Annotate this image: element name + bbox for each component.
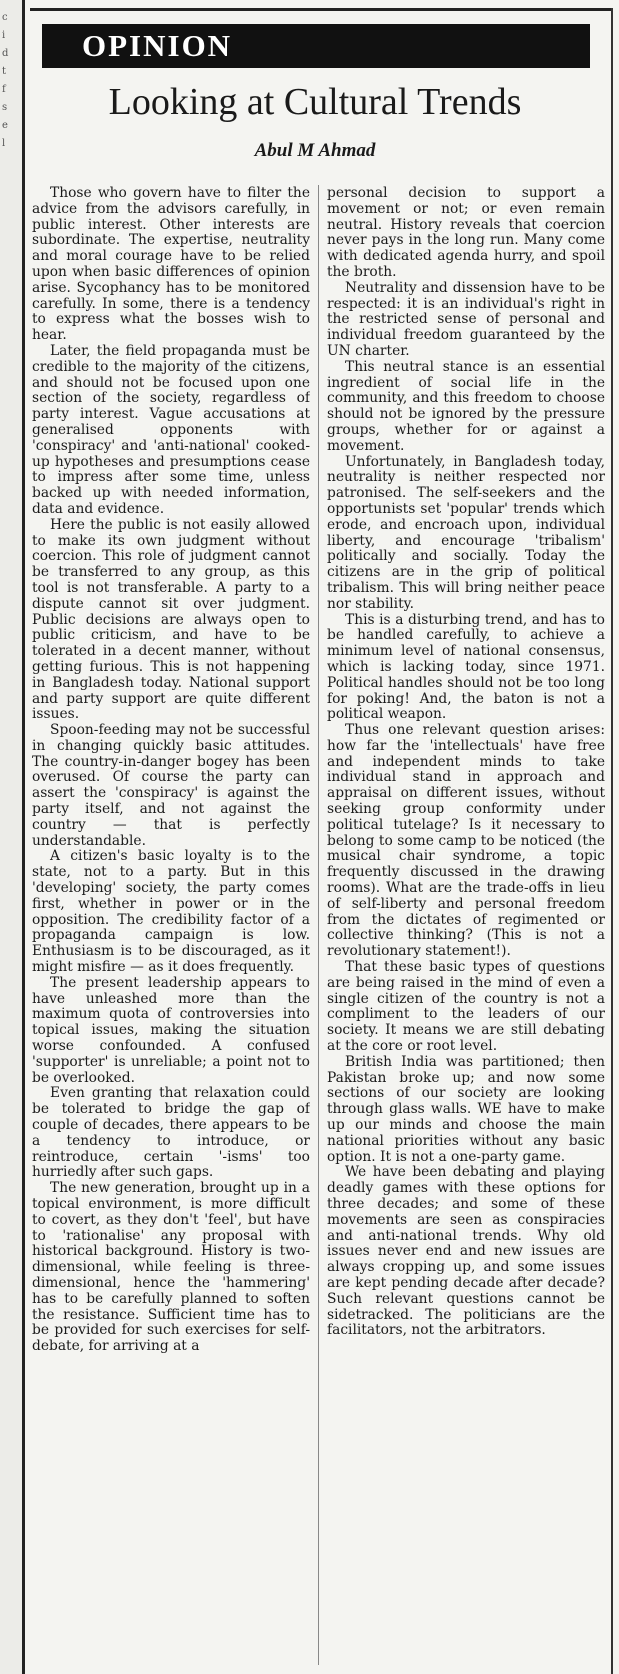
- margin-fragment: e: [2, 120, 8, 131]
- paragraph: Here the public is not easily allowed to make its own judgment without coercion. This role of judgment cannot be transferred to any group, as this tool is not transferable. A party to a dispute cannot sit over judgment. Public decisions are always open to public criticism, and have to be tolerated in a decent manner, without getting furious. This is not happening in Bangladesh today. National support and party support are quite different issues.: [32, 516, 310, 723]
- section-banner: [42, 24, 590, 68]
- paragraph: This is a disturbing trend, and has to be handled carefully, to achieve a minimum level of national consensus, which is lacking today, since 1971. Political handles should not be too long for poking! And, the baton is not a political weapon.: [327, 611, 605, 723]
- paragraph: Thus one relevant question arises: how far the 'intellectuals' have free and independent minds to take individual stand in approach and appraisal on different issues, without seeking group conformity under political tutelage? Is it necessary to belong to some camp to be noticed (the musical chair syndrome, a topic frequently discussed in the drawing rooms). What are the trade-offs in lieu of self-liberty and personal freedom from the dictates of regimented or collective thinking? (This is not a revolutionary statement!).: [327, 722, 605, 960]
- margin-fragment: s: [2, 102, 8, 113]
- margin-fragment: d: [2, 48, 9, 59]
- adjacent-text-fragments: [2, 12, 16, 156]
- margin-fragment: t: [2, 66, 7, 77]
- paragraph-continued: personal decision to support a movement or not; or even remain neutral. History reveals that coercion never pays in the long run. Many come with dedicated agenda hurry, and spoil the broth.: [327, 186, 605, 280]
- paragraph: Even granting that relaxation could be tolerated to bridge the gap of couple of decades, there appears to be a tendency to introduce, or reintroduce, certain '-isms' too hurriedly after such gaps.: [32, 1085, 310, 1181]
- paragraph: The new generation, brought up in a topical environment, is more difficult to covert, as they don't 'feel', but have to 'rationalise' any proposal with historical background. History is two-dimensional, while feeling is three-dimensional, hence the 'hammering' has to be carefully planned to soften the resistance. Sufficient time has to be provided for such exercises for self-debate, for arriving at a: [32, 1180, 310, 1355]
- margin-fragment: l: [2, 138, 6, 149]
- article-column-right: [327, 186, 605, 1670]
- margin-fragment: f: [2, 84, 6, 95]
- paragraph: The present leadership appears to have unleashed more than the maximum quota of controversies into topical issues, making the situation worse confounded. A confused 'supporter' is unreliable; a point not to be overlooked.: [32, 974, 310, 1086]
- paragraph: Spoon-feeding may not be successful in changing quickly basic attitudes. The country-in-danger bogey has been overused. Of course the party can assert the 'conspiracy' is against the party itself, and not against the country — that is perfectly understandable.: [32, 722, 310, 849]
- paragraph: Neutrality and dissension have to be respected: it is an individual's right in the restricted sense of personal and individual freedom guaranteed by the UN charter.: [327, 279, 605, 359]
- margin-fragment: c: [2, 12, 8, 23]
- paragraph: A citizen's basic loyalty is to the state, not to a party. But in this 'developing' society, the party comes first, whether in power or in the opposition. The credibility factor of a propaganda campaign is low. Enthusiasm is to be discouraged, as it might misfire — as it does frequently.: [32, 848, 310, 976]
- section-label: OPINION: [82, 28, 233, 63]
- author-byline: Abul M Ahmad: [254, 140, 376, 161]
- headline: Looking at Cultural Trends: [108, 81, 522, 123]
- adjacent-article-edge: [0, 0, 22, 1674]
- left-border-rule: [22, 0, 25, 1674]
- article-column-left: [32, 186, 310, 1670]
- paragraph: Unfortunately, in Bangladesh today, neutrality is neither respected nor patronised. The self-seekers and the opportunists set 'popular' trends which erode, and encroach upon, individual liberty, and encourage 'tribalism' politically and socially. Today the citizens are in the grip of political tribalism. This will bring neither peace nor stability.: [327, 453, 605, 612]
- right-border-rule: [611, 8, 613, 1674]
- paragraph: We have been debating and playing deadly games with these options for three decades; and some of these movements are seen as conspiracies and anti-national trends. Why old issues never end and new issues are always cropping up, and some issues are kept pending decade after decade? Such relevant questions cannot be sidetracked. The politicians are the facilitators, not the arbitrators.: [327, 1164, 605, 1339]
- top-border-rule: [30, 8, 611, 11]
- paragraph: Later, the field propaganda must be credible to the majority of the citizens, and should not be focused upon one section of the society, regardless of party interest. Vague accusations at generalised opponents with 'conspiracy' and 'anti-national' cooked-up hypotheses and presumptions cease to impress after some time, unless backed up with needed information, data and evidence.: [32, 342, 310, 517]
- paragraph: That these basic types of questions are being raised in the mind of even a single citizen of the country is not a compliment to the leaders of our society. It means we are still debating at the core or root level.: [327, 959, 605, 1055]
- paragraph: This neutral stance is an essential ingredient of social life in the community, and this freedom to choose should not be ignored by the pressure groups, whether for or against a movement.: [327, 358, 605, 454]
- paragraph: British India was partitioned; then Pakistan broke up; and now some sections of our society are looking through glass walls. WE have to make up our minds and choose the main national priorities without any basic option. It is not a one-party game.: [327, 1053, 605, 1165]
- paragraph: Those who govern have to filter the advice from the advisors carefully, in public interest. Other interests are subordinate. The expertise, neutrality and moral courage have to be relied upon when basic differences of opinion arise. Sycophancy has to be monitored carefully. In some, there is a tendency to express what the bosses wish to hear.: [32, 186, 310, 344]
- column-divider: [318, 185, 319, 1665]
- margin-fragment: i: [2, 30, 6, 41]
